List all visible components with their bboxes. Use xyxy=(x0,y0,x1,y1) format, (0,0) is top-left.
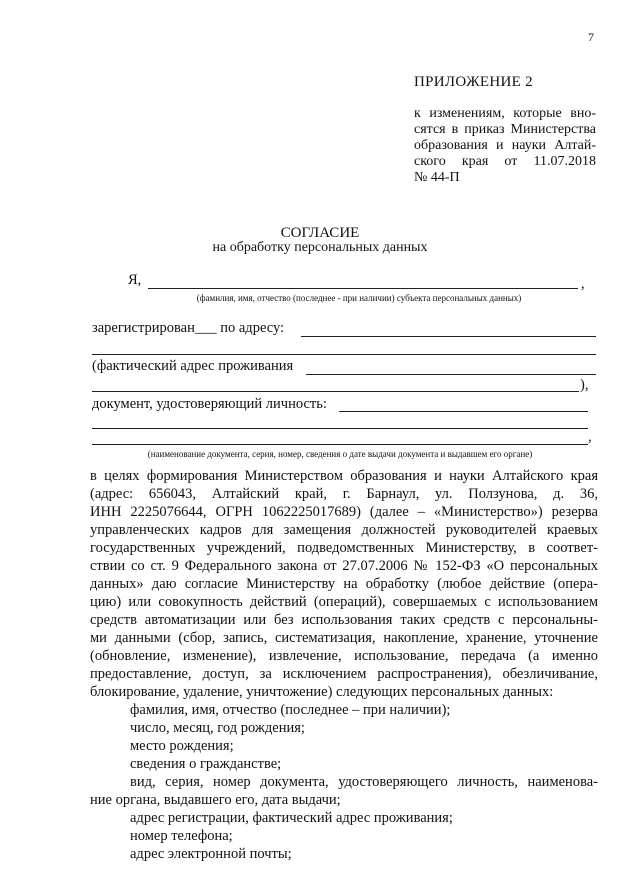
body-line: государственных учреждений, подведомственных Министерству, в соответ- xyxy=(90,540,598,556)
id-document-line-1[interactable] xyxy=(339,411,588,412)
appendix-subtitle-line: образования и науки Алтай- xyxy=(414,138,596,153)
list-item: вид, серия, номер документа, удостоверяющего личность, наименова- xyxy=(130,774,598,790)
registered-label: зарегистрирован___ по адресу: xyxy=(92,320,285,336)
actual-address-end: ), xyxy=(580,377,589,393)
name-field-caption: (фамилия, имя, отчество (последнее - при наличии) субъекта персональных данных) xyxy=(196,293,522,303)
appendix-subtitle xyxy=(414,106,596,186)
consent-body xyxy=(90,467,598,863)
id-document-line-3[interactable] xyxy=(92,444,588,445)
list-item: число, месяц, год рождения; xyxy=(130,720,305,736)
list-item: адрес электронной почты; xyxy=(130,846,292,862)
registered-address-line-1[interactable] xyxy=(301,336,596,337)
list-item-continuation: ние органа, выдавшего его, дата выдачи; xyxy=(90,792,341,808)
actual-address-label: (фактический адрес проживания xyxy=(92,358,294,374)
actual-address-line-1[interactable] xyxy=(306,374,596,375)
appendix-subtitle-line: № 44-П xyxy=(414,170,460,185)
body-line: цию) или совокупность действий (операций), совершаемых с использованием xyxy=(90,594,598,610)
list-item: фамилия, имя, отчество (последнее – при наличии); xyxy=(130,702,451,718)
list-item: адрес регистрации, фактический адрес проживания; xyxy=(130,810,453,826)
body-line: данных» даю согласие Министерству на обработку (любое действие (опера- xyxy=(90,576,598,592)
id-document-comma: , xyxy=(588,429,592,445)
body-line: средств автоматизации или без использования таких средств с персональны- xyxy=(90,612,598,628)
id-document-caption: (наименование документа, серия, номер, сведения о дате выдачи документа и выдавшем его органе) xyxy=(147,449,533,459)
body-line: ИНН 2225076644, ОГРН 1062225017689) (далее – «Министерство») резерва xyxy=(90,504,598,520)
appendix-subtitle-line: к изменениям, которые вно- xyxy=(414,106,596,121)
appendix-title: ПРИЛОЖЕНИЕ 2 xyxy=(414,74,533,90)
list-item: номер телефона; xyxy=(130,828,233,844)
actual-address-line-2[interactable] xyxy=(92,391,579,392)
name-field-line[interactable] xyxy=(148,288,578,289)
id-document-label: документ, удостоверяющий личность: xyxy=(92,396,327,412)
list-item: сведения о гражданстве; xyxy=(130,756,282,772)
i-label: Я, xyxy=(128,272,142,288)
appendix-subtitle-line: сятся в приказ Министерства xyxy=(414,122,596,137)
document-title: СОГЛАСИЕ xyxy=(280,225,360,241)
body-line: ми данными (сбор, запись, систематизация, накопление, хранение, уточнение xyxy=(90,630,598,646)
id-document-line-2[interactable] xyxy=(92,428,588,429)
body-line: (адрес: 656043, Алтайский край, г. Барнаул, ул. Ползунова, д. 36, xyxy=(90,486,598,502)
page-number: 7 xyxy=(588,30,594,44)
appendix-subtitle-line: ского края от 11.07.2018 xyxy=(414,154,596,169)
body-line: в целях формирования Министерством образования и науки Алтайского края xyxy=(90,468,598,484)
registered-address-line-2[interactable] xyxy=(92,354,596,355)
list-item: место рождения; xyxy=(130,738,234,754)
body-line: предоставление, доступ, за исключением распространения), обезличивание, xyxy=(90,666,598,682)
body-line: управленческих кадров для замещения должностей руководителей краевых xyxy=(90,522,598,538)
body-line: блокирование, удаление, уничтожение) следующих персональных данных: xyxy=(90,684,554,700)
body-line: (обновление, изменение), извлечение, использование, передача (а именно xyxy=(90,648,598,664)
body-line: ствии со ст. 9 Федерального закона от 27.07.2006 № 152-ФЗ «О персональных xyxy=(90,558,598,574)
document-subtitle: на обработку персональных данных xyxy=(212,240,428,255)
name-field-comma: , xyxy=(581,276,585,292)
